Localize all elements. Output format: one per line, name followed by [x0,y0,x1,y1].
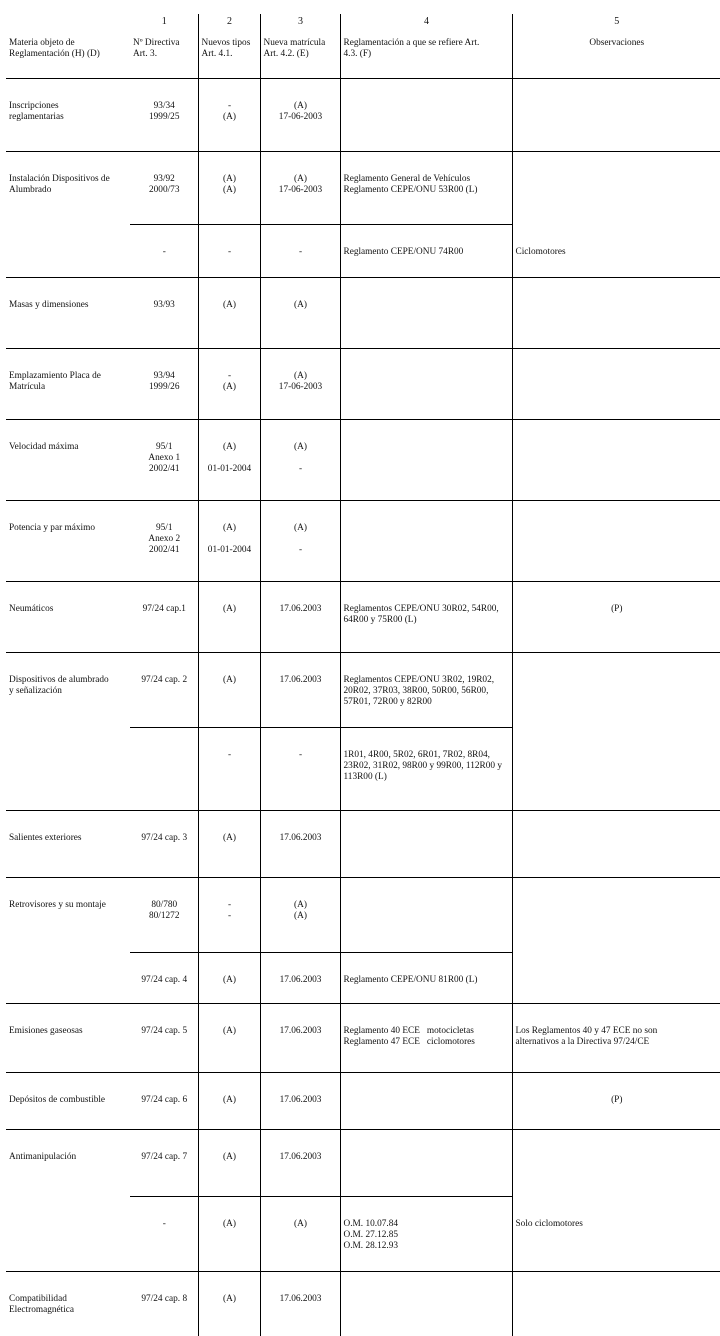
cell-nueva-matricula [260,501,340,582]
cell-line: Matrícula [9,382,128,393]
table-row [6,1197,720,1272]
cell-line: (A) [264,101,338,112]
cell-line: 97/24 cap. 5 [133,1026,196,1037]
cell-line: (A) [202,1152,258,1163]
cell-line: Salientes exteriores [9,833,128,844]
cell-line: 93/94 [133,371,196,382]
cell-observaciones [512,1272,720,1336]
cell-line: Reglamento General de Vehículos [344,174,510,185]
cell-observaciones [512,582,720,653]
cell-line: (P) [516,604,719,615]
cell-directiva [130,225,198,278]
cell-line: - [202,247,258,258]
cell-line: 17.06.2003 [264,833,338,844]
cell-line: (A) [264,371,338,382]
cell-reglamentacion [340,1004,512,1073]
header-materia: Materia objeto de Reglamentación (H) (D) [6,38,130,79]
cell-line: (A) [264,911,338,922]
header-nueva-matricula: Nueva matrícula Art. 4.2. (E) [260,38,340,79]
cell-reglamentacion [340,1073,512,1130]
table-row [6,653,720,728]
cell-line: (A) [202,604,258,615]
cell-nuevos-tipos [198,728,260,811]
cell-text: 1R01, 4R00, 5R02, 6R01, 7R02, 8R04, 23R02, 31R02, 98R00 y 99R00, 112R00 y 113R00 (L) [344,750,510,783]
cell-line: Retrovisores y su montaje [9,900,128,911]
cell-nueva-matricula [260,225,340,278]
cell-reglamentacion [340,501,512,582]
cell-reglamentacion [340,953,512,1004]
cell-line: 93/92 [133,174,196,185]
cell-line [202,453,258,464]
cell-materia [6,1272,130,1336]
cell-line: (A) [202,442,258,453]
cell-reglamentacion [340,152,512,225]
cell-line: Inscripciones [9,101,128,112]
cell-observaciones [512,1130,720,1197]
cell-line: Depósitos de combustible [9,1095,128,1106]
cell-nueva-matricula [260,1073,340,1130]
cell-line: (A) [264,442,338,453]
cell-line: 17.06.2003 [264,675,338,686]
cell-line: Anexo 2 [133,534,196,545]
cell-line: - [202,371,258,382]
cell-line [202,534,258,545]
cell-line: (A) [202,382,258,393]
cell-nueva-matricula [260,811,340,878]
cell-nueva-matricula [260,1130,340,1197]
cell-line: 17-06-2003 [264,185,338,196]
cell-directiva [130,1272,198,1336]
table-row [6,225,720,278]
cell-observaciones [512,79,720,152]
cell-line: - [202,900,258,911]
cell-line: Alumbrado [9,185,128,196]
table-row [6,582,720,653]
cell-line: 17-06-2003 [264,112,338,123]
column-number: 5 [512,14,720,38]
cell-line: - [133,247,196,258]
cell-materia [6,811,130,878]
cell-line: (A) [202,112,258,123]
cell-line: Dispositivos de alumbrado [9,675,128,686]
cell-materia [6,653,130,728]
cell-line: (A) [264,523,338,534]
cell-directiva [130,953,198,1004]
cell-nuevos-tipos [198,1073,260,1130]
table-row [6,728,720,811]
cell-line: 17.06.2003 [264,975,338,986]
cell-reglamentacion [340,79,512,152]
cell-line: - [264,247,338,258]
cell-nueva-matricula [260,1272,340,1336]
cell-line: (A) [202,185,258,196]
cell-reglamentacion [340,811,512,878]
cell-nueva-matricula [260,278,340,349]
cell-directiva [130,811,198,878]
cell-directiva [130,420,198,501]
cell-line [264,453,338,464]
cell-line: 17.06.2003 [264,1095,338,1106]
cell-line: 97/24 cap.1 [133,604,196,615]
cell-nuevos-tipos [198,79,260,152]
cell-line: - [264,464,338,475]
table-row [6,501,720,582]
table-row [6,349,720,420]
cell-line: 97/24 cap. 7 [133,1152,196,1163]
cell-nueva-matricula [260,1197,340,1272]
cell-nueva-matricula [260,953,340,1004]
cell-line: 80/1272 [133,911,196,922]
cell-materia [6,420,130,501]
cell-observaciones [512,225,720,278]
cell-materia [6,1004,130,1073]
table-row [6,152,720,225]
cell-line: 95/1 [133,523,196,534]
cell-directiva [130,1197,198,1272]
cell-directiva [130,79,198,152]
cell-reglamentacion [340,582,512,653]
table-row [6,1130,720,1197]
cell-directiva [130,278,198,349]
cell-observaciones [512,811,720,878]
table-row [6,278,720,349]
cell-materia [6,79,130,152]
column-number: 4 [340,14,512,38]
cell-reglamentacion [340,278,512,349]
cell-line: (A) [264,1219,338,1230]
cell-line: - [133,1219,196,1230]
regulation-table-document [6,14,720,1336]
cell-line: 2000/73 [133,185,196,196]
cell-line: Potencia y par máximo [9,523,128,534]
cell-nuevos-tipos [198,953,260,1004]
cell-line: (A) [202,1294,258,1305]
cell-directiva [130,349,198,420]
cell-nueva-matricula [260,728,340,811]
cell-line: 97/24 cap. 4 [133,975,196,986]
cell-line: Emisiones gaseosas [9,1026,128,1037]
cell-line: Los Reglamentos 40 y 47 ECE no son [516,1026,719,1037]
cell-line: - [264,545,338,556]
cell-line: O.M. 28.12.93 [344,1241,510,1252]
cell-line: 17-06-2003 [264,382,338,393]
cell-text: Reglamentos CEPE/ONU 30R02, 54R00, 64R00 y 75R00 (L) [344,604,510,626]
cell-materia [6,349,130,420]
cell-materia [6,1130,130,1197]
header-row [6,38,720,79]
cell-line: 1999/25 [133,112,196,123]
cell-directiva [130,1073,198,1130]
cell-line [264,534,338,545]
cell-line: Neumáticos [9,604,128,615]
cell-observaciones [512,1004,720,1073]
cell-line: Antimanipulación [9,1152,128,1163]
cell-materia [6,728,130,811]
cell-line: 2002/41 [133,464,196,475]
cell-line: Emplazamiento Placa de [9,371,128,382]
cell-line: 97/24 cap. 8 [133,1294,196,1305]
cell-materia [6,225,130,278]
cell-nuevos-tipos [198,582,260,653]
cell-observaciones [512,878,720,953]
cell-line: (A) [202,300,258,311]
cell-nuevos-tipos [198,811,260,878]
cell-line: (A) [202,975,258,986]
cell-nueva-matricula [260,79,340,152]
cell-nuevos-tipos [198,349,260,420]
cell-nuevos-tipos [198,1130,260,1197]
cell-line: (A) [202,174,258,185]
cell-line: Reglamento CEPE/ONU 53R00 (L) [344,185,510,196]
cell-line: (P) [516,1095,719,1106]
header-nuevos-tipos: Nuevos tipos Art. 4.1. [198,38,260,79]
cell-line: Masas y dimensiones [9,300,128,311]
cell-line: O.M. 27.12.85 [344,1230,510,1241]
header-observaciones: Observaciones [512,38,720,79]
cell-nuevos-tipos [198,1197,260,1272]
cell-reglamentacion [340,728,512,811]
cell-materia [6,1073,130,1130]
regulation-table [6,14,720,1336]
cell-materia [6,1197,130,1272]
cell-directiva [130,878,198,953]
cell-nueva-matricula [260,582,340,653]
cell-line: alternativos a la Directiva 97/24/CE [516,1037,719,1048]
cell-line: - [264,750,338,761]
cell-line: (A) [202,833,258,844]
header-directiva: Nº Directiva Art. 3. [130,38,198,79]
cell-nuevos-tipos [198,1004,260,1073]
cell-line: Electromagnética [9,1305,128,1316]
cell-line: 17.06.2003 [264,1152,338,1163]
table-row [6,811,720,878]
cell-line: - [202,101,258,112]
cell-materia [6,501,130,582]
cell-line: 1999/26 [133,382,196,393]
cell-line: 80/780 [133,900,196,911]
cell-observaciones [512,728,720,811]
cell-directiva [130,728,198,811]
cell-observaciones [512,1073,720,1130]
cell-line: 01-01-2004 [202,545,258,556]
cell-line: Instalación Dispositivos de [9,174,128,185]
cell-line: 95/1 [133,442,196,453]
cell-nuevos-tipos [198,278,260,349]
cell-observaciones [512,1197,720,1272]
header-reglamentacion: Reglamentación a que se refiere Art. 4.3. (F) [340,38,512,79]
cell-nuevos-tipos [198,501,260,582]
cell-materia [6,582,130,653]
cell-line: - [202,750,258,761]
cell-observaciones [512,349,720,420]
cell-nuevos-tipos [198,878,260,953]
cell-nueva-matricula [260,1004,340,1073]
cell-line: (A) [264,300,338,311]
cell-line: Ciclomotores [516,247,719,258]
cell-reglamentacion [340,420,512,501]
cell-line: 97/24 cap. 2 [133,675,196,686]
cell-line: - [202,911,258,922]
table-body [6,79,720,1336]
cell-line: 17.06.2003 [264,604,338,615]
column-number: 2 [198,14,260,38]
cell-text: Reglamentos CEPE/ONU 3R02, 19R02, 20R02, 37R03, 38R00, 50R00, 56R00, 57R01, 72R00 y 82R00 [344,675,510,708]
cell-directiva [130,1004,198,1073]
table-row [6,878,720,953]
cell-line: 2002/41 [133,545,196,556]
cell-line: Reglamento CEPE/ONU 74R00 [344,247,510,258]
cell-line: 17.06.2003 [264,1294,338,1305]
cell-line: (A) [202,1219,258,1230]
cell-directiva [130,582,198,653]
cell-observaciones [512,653,720,728]
cell-reglamentacion [340,349,512,420]
cell-line: (A) [202,1026,258,1037]
cell-directiva [130,653,198,728]
cell-line: (A) [202,523,258,534]
cell-line: 17.06.2003 [264,1026,338,1037]
cell-nuevos-tipos [198,1272,260,1336]
table-row [6,79,720,152]
cell-line: 97/24 cap. 6 [133,1095,196,1106]
cell-line: 97/24 cap. 3 [133,833,196,844]
cell-line: Reglamento CEPE/ONU 81R00 (L) [344,975,510,986]
column-number-row [6,14,720,38]
cell-reglamentacion [340,1272,512,1336]
cell-line: Anexo 1 [133,453,196,464]
cell-line: Compatibilidad [9,1294,128,1305]
cell-line: (A) [202,675,258,686]
cell-materia [6,953,130,1004]
cell-line: 01-01-2004 [202,464,258,475]
table-row [6,953,720,1004]
cell-nueva-matricula [260,878,340,953]
cell-observaciones [512,501,720,582]
cell-line: (A) [264,174,338,185]
column-number: 1 [130,14,198,38]
cell-line: Velocidad máxima [9,442,128,453]
cell-nuevos-tipos [198,225,260,278]
cell-line: Reglamento 47 ECE ciclomotores [344,1037,510,1048]
cell-nueva-matricula [260,349,340,420]
cell-observaciones [512,953,720,1004]
cell-nueva-matricula [260,152,340,225]
cell-reglamentacion [340,1130,512,1197]
cell-nuevos-tipos [198,152,260,225]
cell-reglamentacion [340,225,512,278]
column-number: 3 [260,14,340,38]
cell-line: Reglamento 40 ECE motocicletas [344,1026,510,1037]
cell-nuevos-tipos [198,420,260,501]
cell-nueva-matricula [260,420,340,501]
cell-nueva-matricula [260,653,340,728]
cell-observaciones [512,278,720,349]
cell-line: 93/34 [133,101,196,112]
cell-reglamentacion [340,653,512,728]
cell-line: (A) [202,1095,258,1106]
cell-reglamentacion [340,1197,512,1272]
cell-nuevos-tipos [198,653,260,728]
cell-materia [6,152,130,225]
cell-line: y señalización [9,686,128,697]
cell-directiva [130,1130,198,1197]
cell-observaciones [512,420,720,501]
cell-materia [6,878,130,953]
cell-line: 93/93 [133,300,196,311]
cell-directiva [130,501,198,582]
cell-line: reglamentarias [9,112,128,123]
cell-materia [6,278,130,349]
column-number-blank [6,14,130,38]
cell-line: Solo ciclomotores [516,1219,719,1230]
table-row [6,1272,720,1336]
table-row [6,420,720,501]
table-row [6,1004,720,1073]
cell-line: O.M. 10.07.84 [344,1219,510,1230]
cell-line: (A) [264,900,338,911]
cell-reglamentacion [340,878,512,953]
cell-observaciones [512,152,720,225]
table-row [6,1073,720,1130]
cell-directiva [130,152,198,225]
